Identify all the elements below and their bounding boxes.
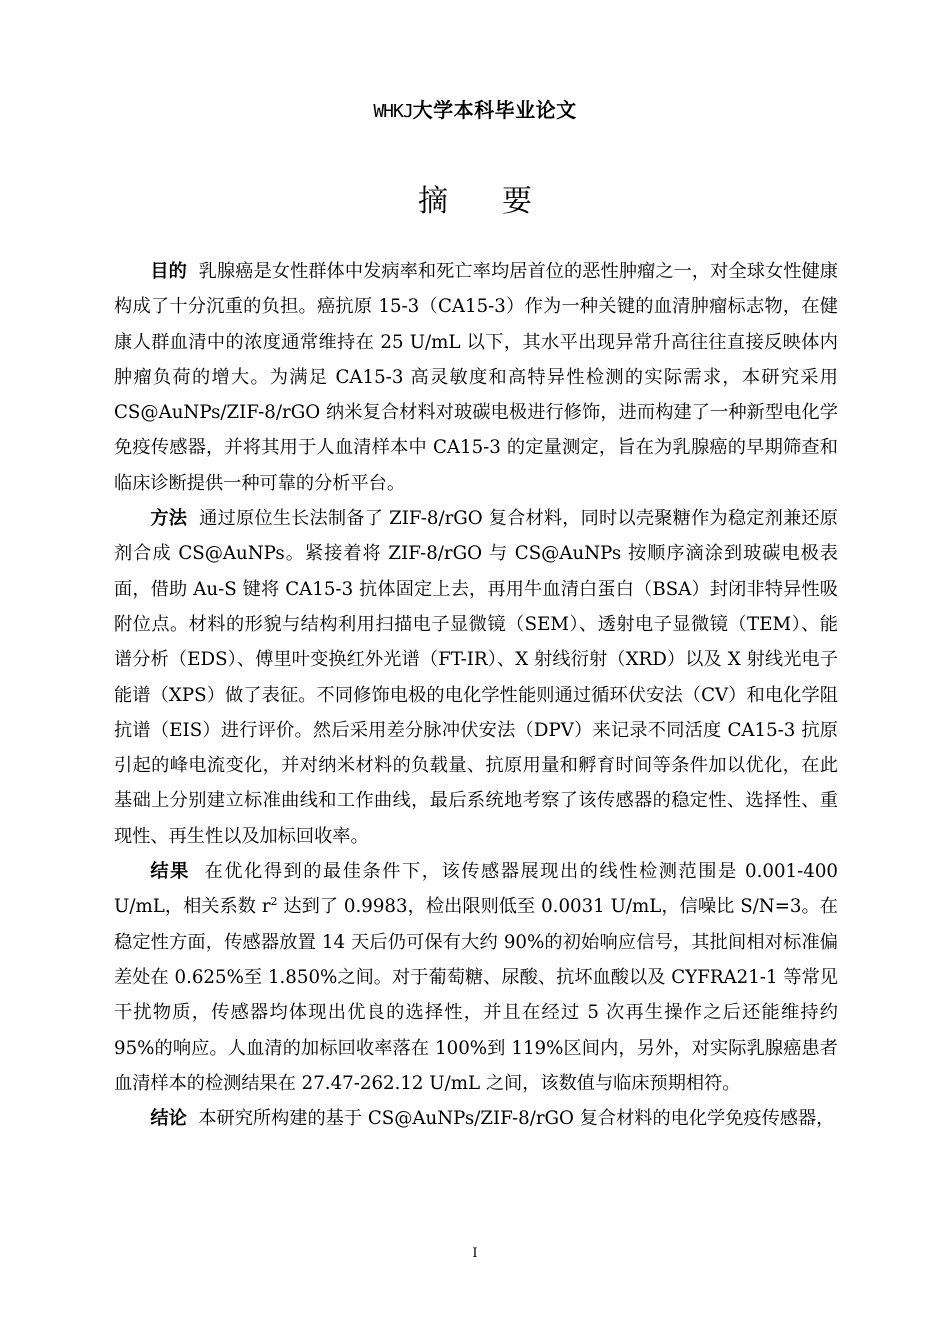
running-header (0, 94, 950, 123)
header-brand: WHKJ (373, 101, 413, 122)
section-text: 本研究所构建的基于 CS@AuNPs/ZIF-8/rGO 复合材料的电化学免疫传感器， (198, 1108, 835, 1130)
section-text-continued: 达到了 0.9983，检出限则低至 0.0031 U/mL，信噪比 S/N=3。在稳定性方面，传感器放置 14 天后仍可保有大约 90%的初始响应信号，其批间相对标准偏差处在 0.625%至 1.850%之间。对于葡萄糖、尿酸、抗坏血酸以及 CYFRA21-1 等常见干扰物质，传感器均体现出优良的选择性，并且在经过 5 次再生操作之后还能维持约 95%的响应。人血清的加标回收率落在 100%到 119%区间内，另外，对实际乳腺癌患者血清样本的检测结果在 27.47-262.12 U/mL 之间，该数值与临床预期相符。 (114, 896, 838, 1094)
section-text: 在优化得到的最佳条件下，该传感器展现出的线性检测范围是 0.001-400 U/mL，相关系数 r (114, 861, 838, 918)
section-label: 方法 (150, 508, 188, 530)
superscript: 2 (270, 895, 278, 909)
section-label: 目的 (150, 261, 187, 282)
section-label: 结果 (150, 861, 190, 883)
section-method (114, 501, 838, 854)
section-text: 通过原位生长法制备了 ZIF-8/rGO 复合材料，同时以壳聚糖作为稳定剂兼还原剂合成 CS@AuNPs。紧接着将 ZIF-8/rGO 与 CS@AuNPs 按顺序滴涂到玻碳电极表面，借助 Au-S 键将 CA15-3 抗体固定上去，再用牛血清白蛋白（BSA）封闭非特异性吸附位点。材料的形貌与结构利用扫描电子显微镜（SEM）、透射电子显微镜（TEM）、能谱分析（EDS）、傅里叶变换红外光谱（FT-IR）、X 射线衍射（XRD）以及 X 射线光电子能谱（XPS）做了表征。不同修饰电极的电化学性能则通过循环伏安法（CV）和电化学阻抗谱（EIS）进行评价。然后采用差分脉冲伏安法（DPV）来记录不同活度 CA15-3 抗原引起的峰电流变化，并对纳米材料的负载量、抗原用量和孵育时间等条件加以优化，在此基础上分别建立标准曲线和工作曲线，最后系统地考察了该传感器的稳定性、选择性、重现性、再生性以及加标回收率。 (114, 508, 838, 847)
page-number: I (472, 1246, 478, 1261)
abstract-body (114, 254, 838, 1136)
section-conclusion (114, 1101, 838, 1136)
section-text: 乳腺癌是女性群体中发病率和死亡率均居首位的恶性肿瘤之一，对全球女性健康构成了十分沉重的负担。癌抗原 15-3（CA15-3）作为一种关键的血清肿瘤标志物，在健康人群血清中的浓度通常维持在 25 U/mL 以下，其水平出现异常升高往往直接反映体内肿瘤负荷的增大。为满足 CA15-3 高灵敏度和高特异性检测的实际需求，本研究采用 CS@AuNPs/ZIF-8/rGO 纳米复合材料对玻碳电极进行修饰，进而构建了一种新型电化学免疫传感器，并将其用于人血清样本中 CA15-3 的定量测定，旨在为乳腺癌的早期筛查和临床诊断提供一种可靠的分析平台。 (114, 261, 838, 494)
section-result (114, 854, 838, 1101)
section-purpose (114, 254, 838, 501)
section-label: 结论 (150, 1108, 187, 1130)
header-university: 大学本科毕业论文 (412, 98, 577, 122)
page-title: 摘要 (418, 184, 586, 219)
